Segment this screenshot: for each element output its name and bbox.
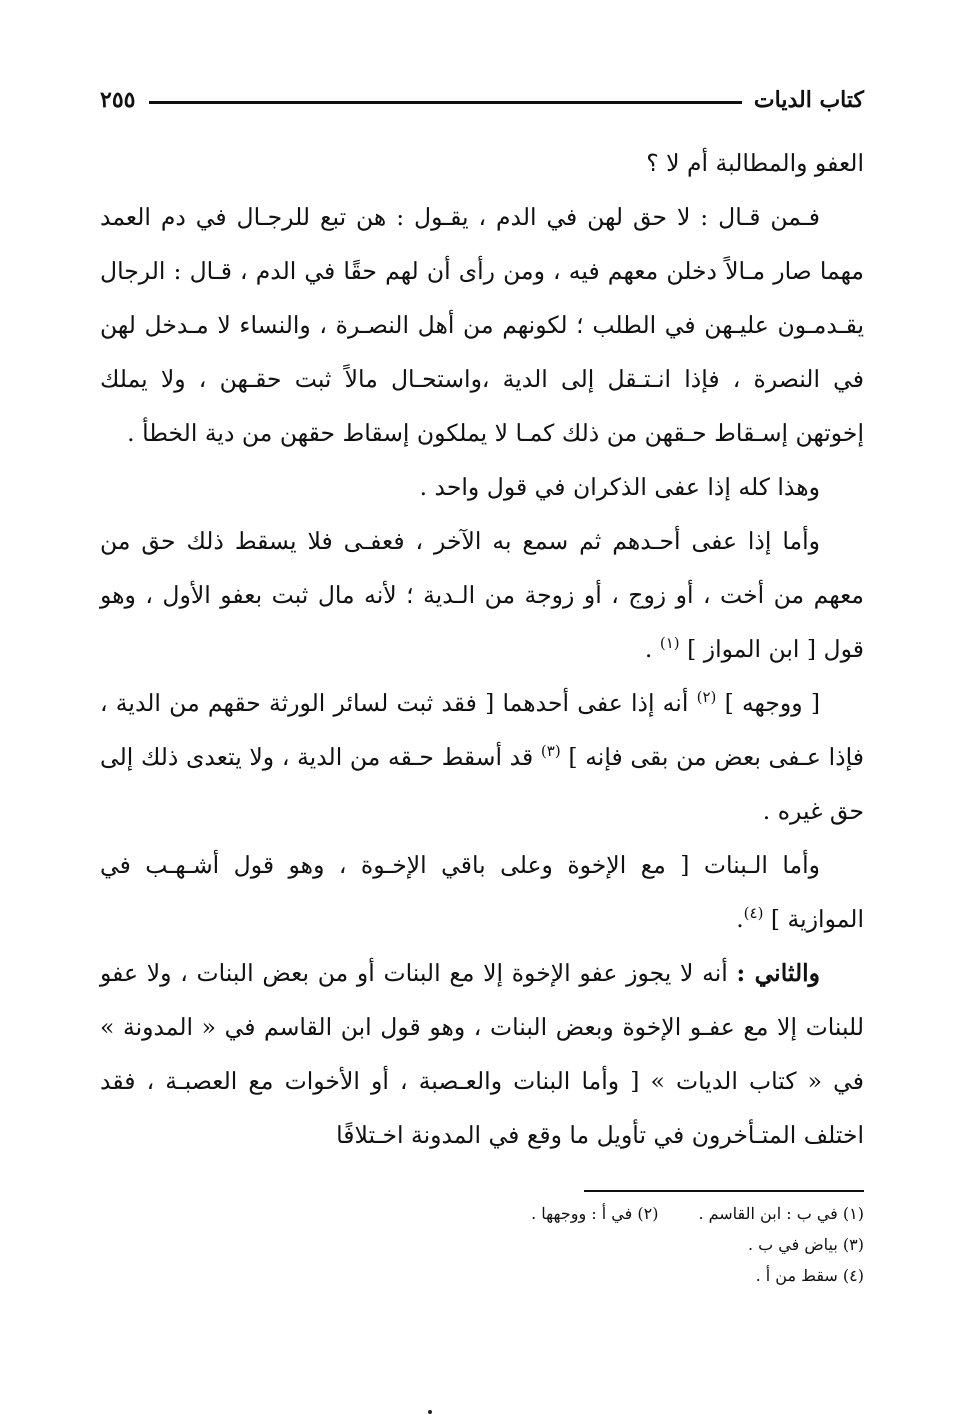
- paragraph-text: أنه لا يجوز عفو الإخوة إلا مع البنات أو من بعض البنات ، ولا عفو للبنات إلا مع عفـو الإخوة وبعض البنات ، وهو قول ابن القاسم في « المدونة » في « كتاب الديات » [ وأما البنات والعـصبة ، أو الأخوات مع العصبـة ، فقد اختلف المتـأخرون في تأويل ما وقع في المدونة اخـتلافًا: [100, 959, 864, 1149]
- footnote-ref: (٣): [540, 742, 561, 761]
- paragraph-text: أنه إذا عفى أحدهما [ فقد ثبت لسائر الورثة حقهم من الدية ، فإذا عـفى بعض من بقى فإنه ]: [100, 689, 864, 771]
- page-number: ٢٥٥: [100, 87, 136, 113]
- footnote-1: (١) في ب : ابن القاسم .: [698, 1204, 864, 1223]
- paragraph-text: وأما الـبنات [ مع الإخوة وعلى باقي الإخـوة ، وهو قول أشـهـب في الموازية ]: [100, 851, 864, 933]
- scan-speck: [428, 1410, 432, 1414]
- footnote-4: (٤) سقط من أ .: [755, 1266, 864, 1285]
- paragraph-text: .: [736, 905, 744, 933]
- book-page: [100, 70, 864, 1370]
- footnotes: [100, 1190, 864, 1291]
- footnote-ref: (١): [659, 634, 680, 653]
- footnote-ref: (٤): [743, 904, 764, 923]
- footnote-ref: (٢): [696, 688, 717, 707]
- paragraph-text: العفو والمطالبة أم لا ؟: [646, 149, 864, 177]
- paragraph: [100, 190, 864, 460]
- paragraph-text: وهذا كله إذا عفى الذكران في قول واحد .: [419, 473, 820, 501]
- paragraph: [100, 838, 864, 946]
- body-text: [100, 136, 864, 1162]
- paragraph-text: وأما إذا عفى أحـدهم ثم سمع به الآخر ، فعفـى فلا يسقط ذلك حق من معهم من أخت ، أو زوج ، أو زوجة من الـدية ؛ لأنه مال ثبت بعفو الأول ، وهو قول [ ابن المواز ]: [100, 527, 864, 663]
- header-rule: [149, 101, 741, 104]
- paragraph-text: قد أسقط حـقه من الدية ، ولا يتعدى ذلك إلى حق غيره .: [100, 743, 864, 825]
- footnote-2: (٢) في أ : ووجهها .: [531, 1204, 659, 1223]
- paragraph: [100, 676, 864, 838]
- paragraph: [100, 946, 864, 1162]
- footnote-3: (٣) بياض في ب .: [747, 1235, 864, 1254]
- paragraph: [100, 514, 864, 676]
- paragraph-text: [ ووجهه ]: [716, 689, 820, 717]
- paragraph-text: .: [644, 635, 660, 663]
- footnote-line: [100, 1198, 864, 1229]
- paragraph-text: فـمن قـال : لا حق لهن في الدم ، يقـول : هن تبع للرجـال في دم العمد مهما صار مـالاً دخلن معهم فيه ، ومن رأى أن لهم حقًا في الدم ، قـال : الرجال يقـدمـون عليـهن في الطلب ؛ لكونهم من أهل النصـرة ، والنساء لا مـدخل لهن في النصرة ، فإذا انـتـقل إلى الدية ،واستحـال مالاً ثبت حقـهن ، ولا يملك إخوتهن إسـقاط حـقهن من ذلك كمـا لا يملكون إسقاط حقهن من دية الخطأ .: [100, 203, 864, 447]
- paragraph: [100, 460, 864, 514]
- running-header: [100, 82, 864, 118]
- bold-lead-text: والثاني :: [736, 959, 820, 987]
- chapter-title: كتاب الديات: [753, 87, 864, 113]
- paragraph: [100, 136, 864, 190]
- footnote-rule: [584, 1190, 864, 1192]
